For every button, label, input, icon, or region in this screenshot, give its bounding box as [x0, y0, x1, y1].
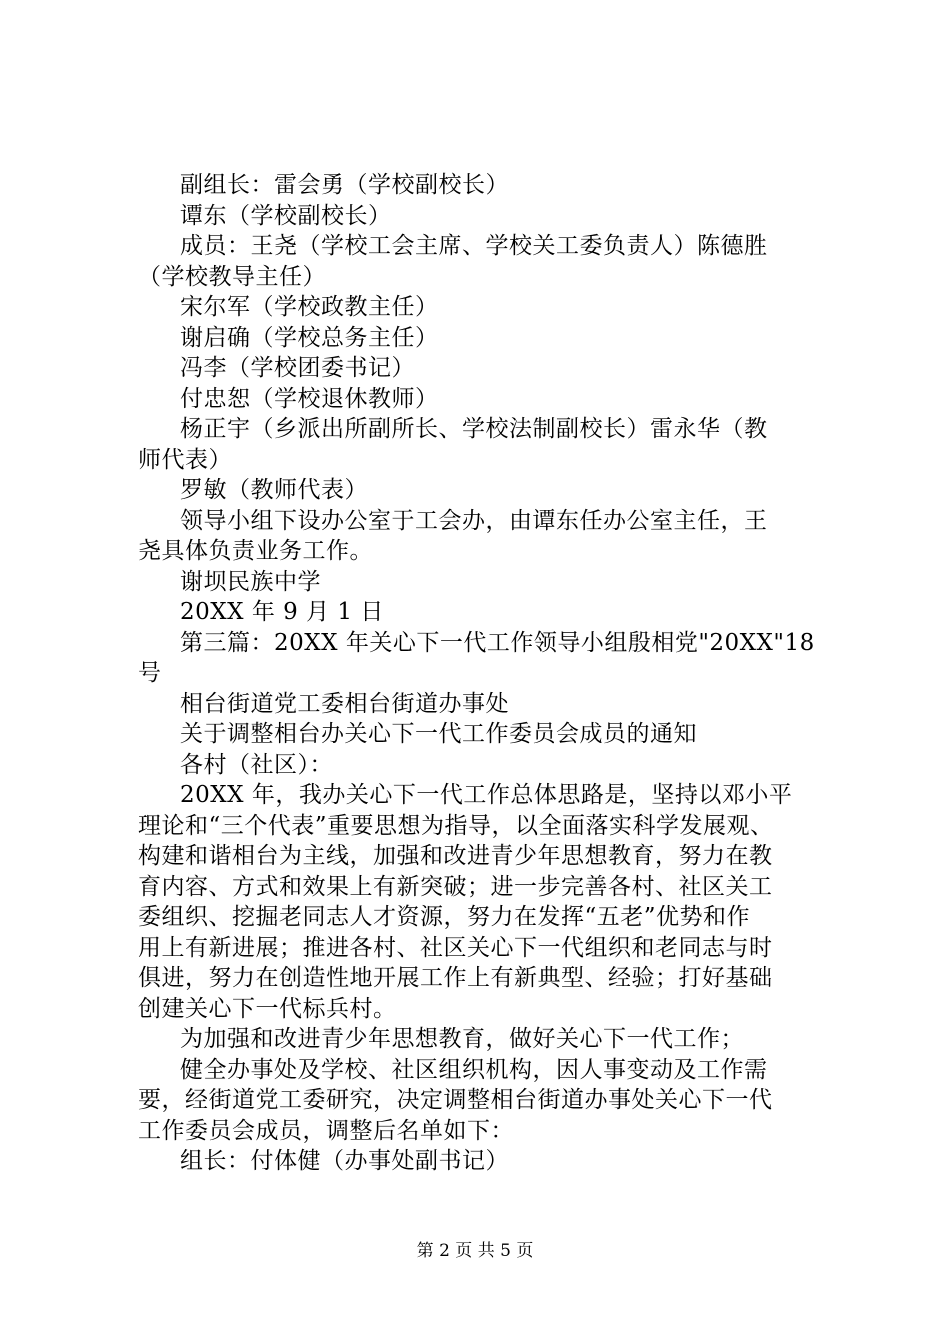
text-line: 尧具体负责业务工作。: [138, 538, 373, 564]
text-line: 健全办事处及学校、社区组织机构，因人事变动及工作需: [180, 1056, 768, 1083]
text-line: 付忠恕（学校退休教师）: [180, 385, 439, 412]
document-body: [138, 170, 838, 1177]
text-line: 杨正宇（乡派出所副所长、学校法制副校长）雷永华（教: [180, 416, 768, 442]
text-line: 20XX 年 9 月 1 日: [180, 599, 384, 625]
text-line: 委组织、挖掘老同志人才资源，努力在发挥“五老”优势和作: [138, 904, 751, 930]
text-line: 各村（社区）：: [180, 751, 333, 778]
text-line: 号: [138, 660, 162, 686]
page-footer: 第 2 页 共 5 页: [416, 1241, 534, 1261]
text-line: 构建和谐相台为主线，加强和改进青少年思想教育，努力在教: [138, 843, 773, 869]
text-line: 副组长：雷会勇（学校副校长）: [180, 172, 509, 198]
text-line: 罗敏（教师代表）: [180, 477, 368, 503]
text-line: 谢启确（学校总务主任）: [180, 324, 439, 351]
text-line: 用上有新进展；推进各村、社区关心下一代组织和老同志与时: [138, 934, 773, 961]
text-line: 俱进，努力在创造性地开展工作上有新典型、经验；打好基础: [138, 965, 773, 991]
text-line: 谭东（学校副校长）: [180, 202, 392, 229]
text-line: 相台街道党工委相台街道办事处: [180, 690, 509, 717]
text-line: 20XX 年，我办关心下一代工作总体思路是，坚持以邓小平: [180, 782, 793, 808]
text-line: 育内容、方式和效果上有新突破；进一步完善各村、社区关工: [138, 873, 773, 900]
text-line: 第三篇：20XX 年关心下一代工作领导小组殷相党"20XX"18: [180, 629, 815, 656]
text-line: 成员：王尧（学校工会主席、学校关工委负责人）陈德胜: [180, 233, 768, 259]
text-line: 领导小组下设办公室于工会办，由谭东任办公室主任，王: [180, 507, 768, 534]
text-line: 谢坝民族中学: [180, 568, 321, 595]
text-line: 师代表）: [138, 446, 232, 473]
text-line: 创建关心下一代标兵村。: [138, 995, 397, 1022]
text-line: 宋尔军（学校政教主任）: [180, 294, 439, 320]
text-line: 冯李（学校团委书记）: [180, 355, 415, 381]
text-line: 要，经街道党工委研究，决定调整相台街道办事处关心下一代: [138, 1087, 773, 1113]
text-line: 关于调整相台办关心下一代工作委员会成员的通知: [180, 721, 697, 747]
text-line: 理论和“三个代表”重要思想为指导，以全面落实科学发展观、: [138, 812, 774, 839]
text-line: 工作委员会成员，调整后名单如下：: [138, 1117, 514, 1144]
text-line: 为加强和改进青少年思想教育，做好关心下一代工作；: [180, 1026, 744, 1052]
text-line: 组长：付体健（办事处副书记）: [180, 1148, 509, 1174]
text-line: （学校教导主任）: [138, 263, 326, 290]
